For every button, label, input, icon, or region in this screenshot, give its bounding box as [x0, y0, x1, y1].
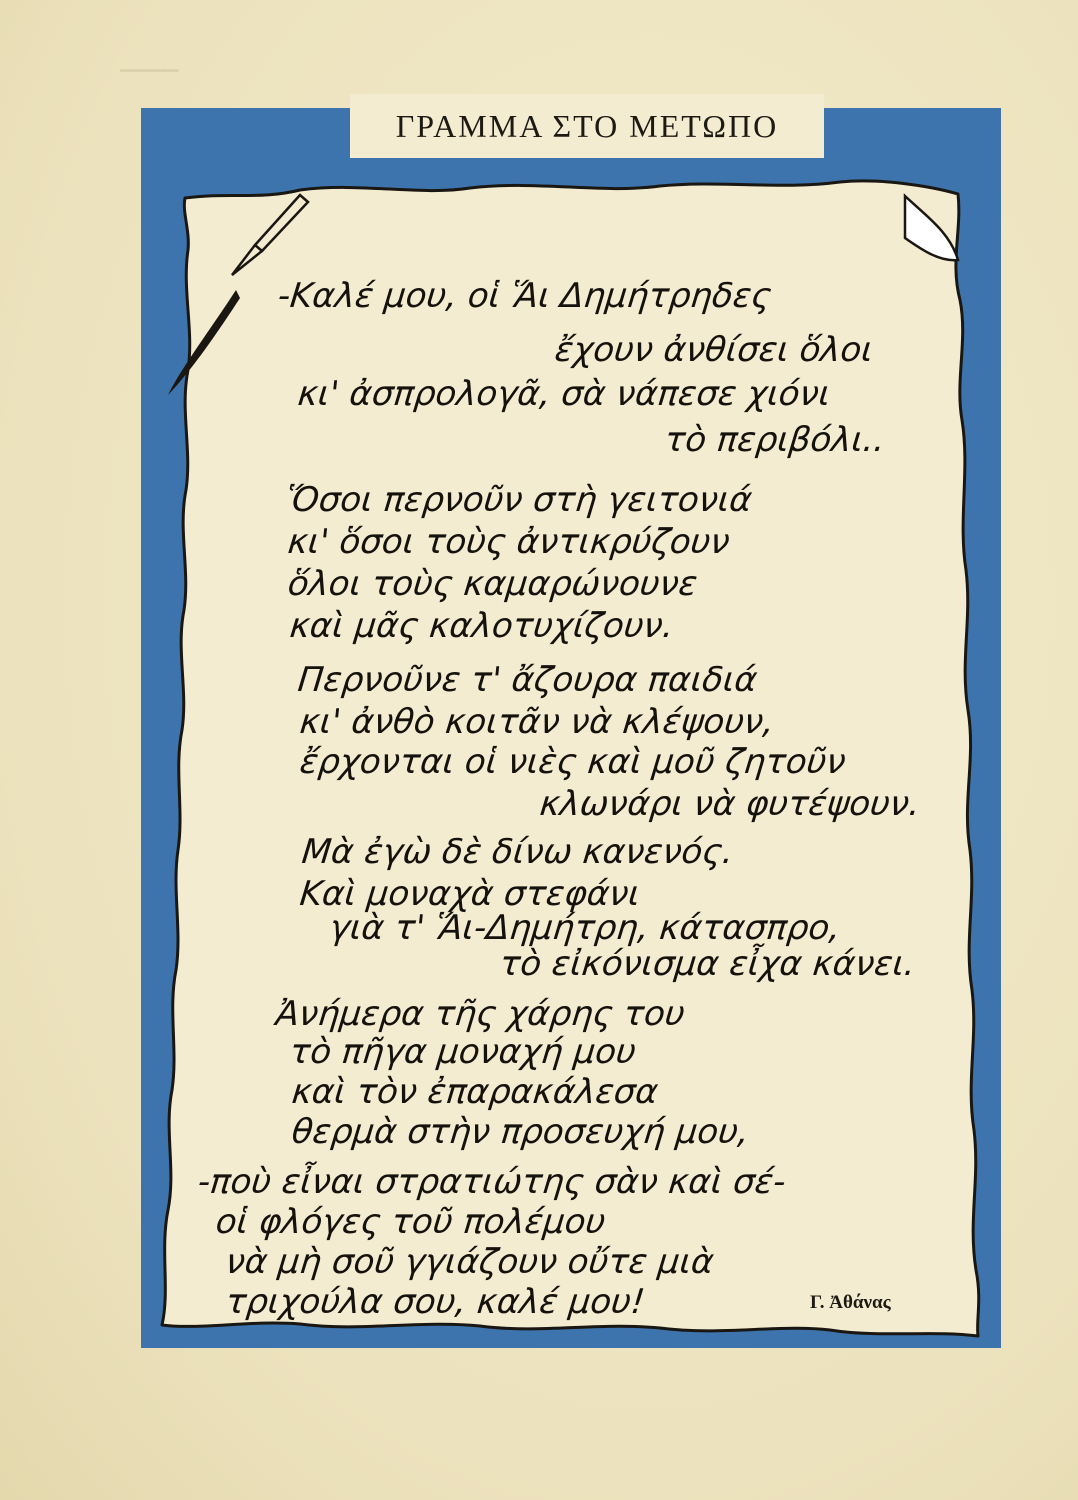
poem-line: κι' ὅσοι τοὺς ἀντικρύζουν	[285, 522, 732, 562]
poem-line: Μὰ ἐγὼ δὲ δίνω κανενός.	[299, 832, 736, 872]
poem-line: ἔχουν ἀνθίσει ὅλοι	[552, 330, 876, 370]
poem-line: -Καλέ μου, οἱ Ἅι Δημήτρηδες	[275, 276, 774, 316]
poem-line: κι' ἀσπρολογᾶ, σὰ νάπεσε χιόνι	[295, 374, 833, 414]
poem-line: τριχούλα σου, καλέ μου!	[223, 1282, 647, 1322]
poem-line: τὸ εἰκόνισμα εἶχα κάνει.	[497, 944, 918, 984]
poem-line: Ἀνήμερα τῆς χάρης του	[273, 994, 687, 1034]
poem-line: νὰ μὴ σοῦ γγιάζουν οὔτε μιὰ	[223, 1242, 716, 1282]
poem-line: θερμὰ στὴν προσευχή μου,	[289, 1112, 751, 1152]
poem-line: ἔρχονται οἱ νιὲς καὶ μοῦ ζητοῦν	[297, 742, 848, 782]
poem-line: κλωνάρι νὰ φυτέψουν.	[537, 784, 922, 824]
author-signature: Γ. Ἀθάνας	[810, 1292, 891, 1313]
poem-line: καὶ τὸν ἐπαρακάλεσα	[289, 1072, 661, 1112]
page-title: ΓΡΑΜΜΑ ΣΤΟ ΜΕΤΩΠΟ	[395, 107, 779, 144]
poem-line: καὶ μᾶς καλοτυχίζουν.	[287, 606, 676, 646]
show-through-texture: ▔▔▔▔	[120, 70, 179, 92]
poem-line: γιὰ τ' Ἅι-Δημήτρη, κάτασπρο,	[327, 908, 843, 948]
poem-line: Καὶ μοναχὰ στεφάνι	[297, 874, 643, 914]
poem-line: τὸ πῆγα μοναχή μου	[287, 1032, 638, 1072]
poem-line: Ὅσοι περνοῦν στὴ γειτονιά	[283, 480, 755, 520]
poem-line: Περνοῦνε τ' ἄζουρα παιδιά	[295, 660, 760, 700]
poem-line: κι' ἀνθὸ κοιτᾶν νὰ κλέψουν,	[297, 702, 777, 742]
poem-line: οἱ φλόγες τοῦ πολέμου	[213, 1202, 608, 1242]
poem-line: τὸ περιβόλι..	[662, 420, 887, 460]
poem-line: ὅλοι τοὺς καμαρώνουνε	[285, 564, 700, 604]
poem-line: -ποὺ εἶναι στρατιώτης σὰν καὶ σέ-	[195, 1162, 788, 1202]
